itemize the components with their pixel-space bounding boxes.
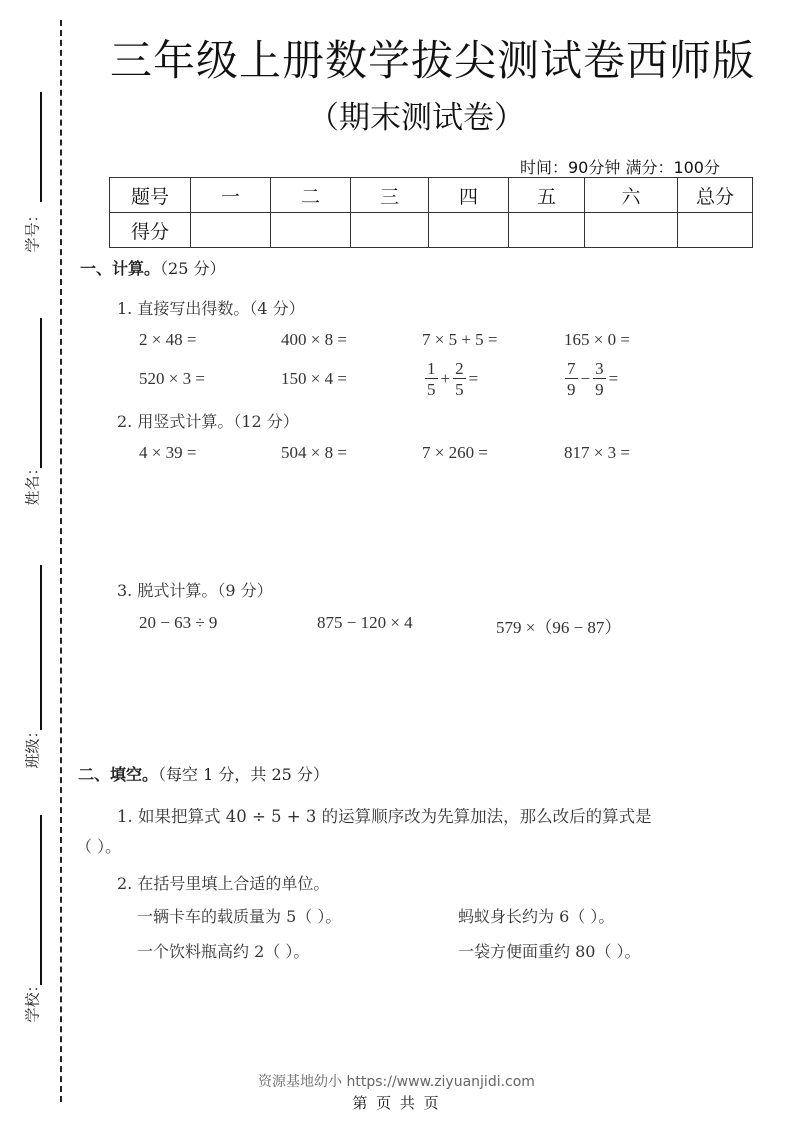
fraction: $\frac{1}{5}$ [427, 359, 436, 399]
row-label-score: 得分 [110, 213, 191, 248]
student-id-underline[interactable] [40, 92, 42, 202]
q1-3-expr: 875 − 120 × 4 [317, 613, 413, 632]
q2-2-item[interactable]: 一辆卡车的载质量为 5（ ）。 [137, 907, 342, 926]
q2-2-item[interactable]: 一袋方便面重约 80（ ）。 [458, 942, 641, 961]
section2-points: （每空 1 分，共 25 分） [158, 765, 329, 784]
fraction-subtraction-expr: $\frac{7}{9}$ − $\frac{3}{9}$ = [567, 359, 619, 399]
section1-heading [80, 256, 225, 279]
fraction: $\frac{2}{5}$ [455, 359, 464, 399]
page-number: 第 页 共 页 [352, 1094, 441, 1112]
column-header-total: 总分 [678, 178, 753, 213]
exam-time-and-score: 时间：90分钟 满分：100分 [520, 158, 720, 177]
column-header: 二 [271, 178, 351, 213]
school-underline[interactable] [40, 815, 42, 985]
q1-2-label: 2. 用竖式计算。（12 分） [117, 412, 299, 431]
fraction: $\frac{7}{9}$ [567, 359, 576, 399]
q2-2-item[interactable]: 蚂蚁身长约为 6（ ）。 [458, 907, 615, 926]
score-cell[interactable] [509, 213, 585, 248]
fraction-addition-expr: $\frac{1}{5}$ + $\frac{2}{5}$ = [427, 359, 479, 399]
watermark-text: 资源基地幼小 https://www.ziyuanjidi.com [258, 1074, 535, 1090]
score-cell[interactable] [585, 213, 678, 248]
column-header: 六 [585, 178, 678, 213]
q1-1-label: 1. 直接写出得数。（4 分） [117, 299, 305, 318]
section1-points: （25 分） [160, 259, 226, 278]
name-underline[interactable] [40, 318, 42, 468]
column-header: 三 [351, 178, 429, 213]
q1-2-expr: 7 × 260 = [422, 443, 488, 462]
q1-3-expr: 20 − 63 ÷ 9 [139, 613, 218, 632]
question-number-row [110, 178, 753, 213]
q1-1-expr: 150 × 4 = [281, 369, 347, 388]
page-subtitle: （期末测试卷） [308, 100, 525, 136]
q1-2-expr: 817 × 3 = [564, 443, 630, 462]
section1-title: 一、计算。 [80, 259, 161, 278]
q2-1-answer-blank[interactable]: （ ）。 [76, 837, 122, 856]
q1-1-expr: 520 × 3 = [139, 369, 205, 388]
column-header: 四 [429, 178, 509, 213]
row-label-question-number: 题号 [110, 178, 191, 213]
student-id-label: 学号： [23, 207, 42, 253]
name-label: 姓名： [23, 460, 42, 506]
fraction: $\frac{3}{9}$ [595, 359, 604, 399]
q1-1-expr: 165 × 0 = [564, 330, 630, 349]
score-cell[interactable] [191, 213, 271, 248]
score-table [109, 177, 753, 248]
q1-3-label: 3. 脱式计算。（9 分） [117, 581, 273, 600]
column-header: 五 [509, 178, 585, 213]
q1-1-expr: 400 × 8 = [281, 330, 347, 349]
section2-title: 二、填空。 [78, 765, 159, 784]
fold-dashed-line [60, 20, 62, 1102]
q1-1-expr: 2 × 48 = [139, 330, 197, 349]
score-cell[interactable] [351, 213, 429, 248]
column-header: 一 [191, 178, 271, 213]
page-title: 三年级上册数学拔尖测试卷西师版 [110, 36, 756, 85]
score-cell[interactable] [429, 213, 509, 248]
school-label: 学校： [23, 977, 42, 1023]
q2-2-label: 2. 在括号里填上合适的单位。 [117, 874, 330, 893]
q1-1-expr: 7 × 5 + 5 = [422, 330, 498, 349]
q2-1-text: 1. 如果把算式 40 ÷ 5 + 3 的运算顺序改为先算加法，那么改后的算式是 [117, 807, 652, 826]
section2-heading [78, 762, 329, 785]
q2-2-item[interactable]: 一个饮料瓶高约 2（ ）。 [137, 942, 310, 961]
score-cell[interactable] [271, 213, 351, 248]
q1-2-expr: 4 × 39 = [139, 443, 197, 462]
q1-3-expr: 579 ×（96 − 87） [496, 618, 622, 637]
class-underline[interactable] [40, 565, 42, 730]
score-row [110, 213, 753, 248]
class-label: 班级： [23, 723, 42, 769]
score-cell-total[interactable] [678, 213, 753, 248]
q1-2-expr: 504 × 8 = [281, 443, 347, 462]
